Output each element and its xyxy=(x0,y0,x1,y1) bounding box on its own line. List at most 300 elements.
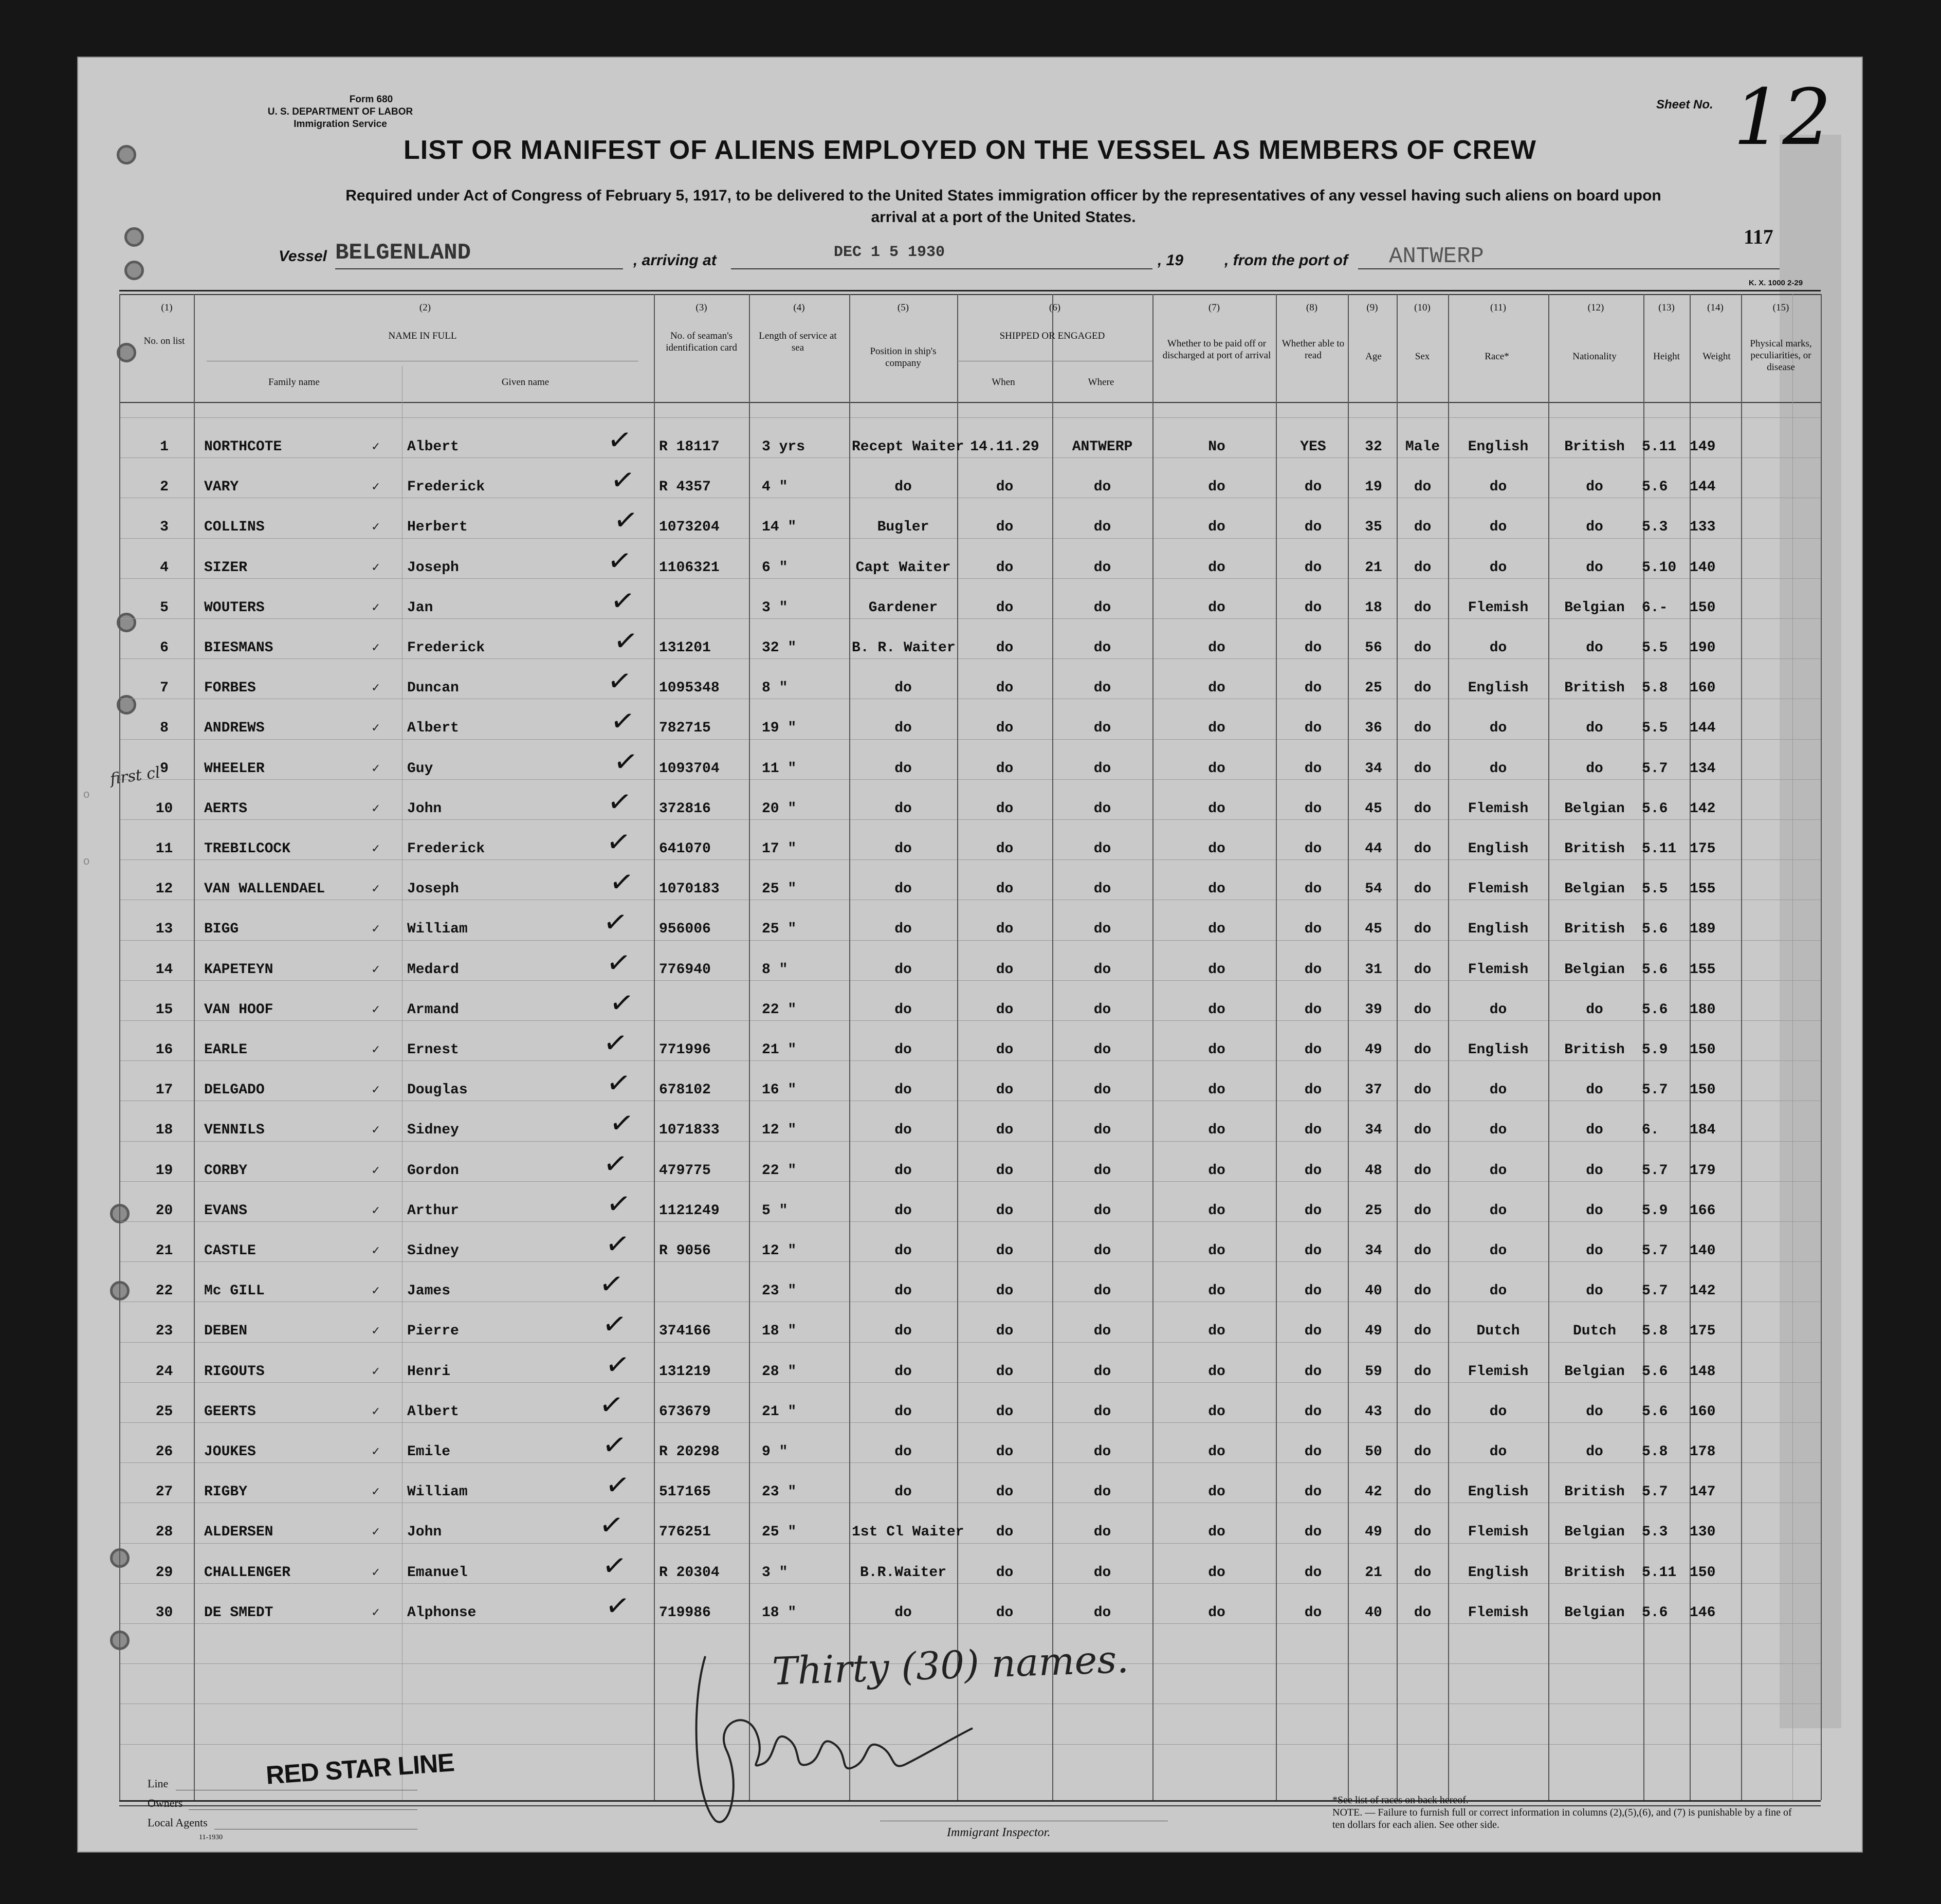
cell-when: do xyxy=(996,640,1014,656)
cell-no: 2 xyxy=(160,479,169,496)
name-check-icon: ✓ xyxy=(371,1364,381,1378)
cell-where: ANTWERP xyxy=(1072,439,1133,455)
cell-length: 17 " xyxy=(762,841,797,857)
cell-where: do xyxy=(1093,961,1111,978)
inspector-check-icon: ✓ xyxy=(605,783,634,820)
subtitle-line-2: arrival at a port of the United States. xyxy=(871,209,1136,226)
cell-family: VENNILS xyxy=(204,1122,265,1139)
form-code: K. X. 1000 2-29 xyxy=(1749,279,1803,287)
inspector-check-icon: ✓ xyxy=(608,462,637,499)
row-line xyxy=(119,618,1821,619)
binder-hole xyxy=(124,261,144,280)
cell-read: do xyxy=(1304,841,1322,857)
cell-height: 5.7 xyxy=(1642,1484,1668,1500)
cell-sex: do xyxy=(1414,680,1432,697)
cell-where: do xyxy=(1093,1604,1111,1621)
cell-age: 48 xyxy=(1365,1162,1382,1179)
cell-given: Emanuel xyxy=(407,1564,468,1581)
cell-weight: 144 xyxy=(1690,720,1716,737)
cell-position: do xyxy=(894,921,912,938)
cell-no: 6 xyxy=(160,640,169,656)
cell-family: DELGADO xyxy=(204,1082,265,1099)
cell-position: do xyxy=(894,1082,912,1099)
cell-age: 35 xyxy=(1365,519,1382,536)
cell-position: do xyxy=(894,1042,912,1058)
cell-nationality: do xyxy=(1586,720,1603,737)
column-line xyxy=(1792,294,1793,1800)
cell-length: 4 " xyxy=(762,479,788,496)
cell-nationality: do xyxy=(1586,479,1603,496)
subtitle-line-1: Required under Act of Congress of February 5, 1917, to be delivered to the United States immigration officer by the representatives of any vessel having such aliens on board upon xyxy=(345,187,1661,204)
cell-position: do xyxy=(894,1363,912,1380)
cell-age: 45 xyxy=(1365,921,1382,938)
cell-weight: 150 xyxy=(1690,599,1716,616)
cell-height: 5.11 xyxy=(1642,841,1677,857)
cell-family: EVANS xyxy=(204,1202,248,1219)
from-port-label: , from the port of xyxy=(1224,252,1348,269)
cell-race: do xyxy=(1489,1082,1507,1099)
row-line xyxy=(119,1261,1821,1262)
cell-race: do xyxy=(1489,640,1507,656)
cell-nationality: do xyxy=(1586,760,1603,777)
cell-given: Joseph xyxy=(407,881,459,898)
name-check-icon: ✓ xyxy=(371,1123,381,1137)
cell-weight: 175 xyxy=(1690,841,1716,857)
cell-family: TREBILCOCK xyxy=(204,841,291,857)
cell-read: do xyxy=(1304,1001,1322,1018)
cell-length: 3 yrs xyxy=(762,439,805,455)
cell-race: Flemish xyxy=(1468,1524,1529,1541)
column-number: (5) xyxy=(897,302,909,313)
inspector-check-icon: ✓ xyxy=(603,1467,632,1504)
cell-paid: do xyxy=(1208,640,1225,656)
cell-length: 11 " xyxy=(762,760,797,777)
table-top-rule-2 xyxy=(119,294,1821,295)
cell-race: English xyxy=(1468,1484,1529,1500)
form-number: Form 680 xyxy=(349,94,393,105)
cell-age: 40 xyxy=(1365,1604,1382,1621)
header-when: When xyxy=(992,377,1015,388)
cell-length: 32 " xyxy=(762,640,797,656)
name-check-icon: ✓ xyxy=(371,1083,381,1096)
cell-family: NORTHCOTE xyxy=(204,439,282,455)
cell-length: 22 " xyxy=(762,1162,797,1179)
inspector-check-icon: ✓ xyxy=(597,1266,626,1303)
cell-given: Herbert xyxy=(407,519,468,536)
cell-height: 5.6 xyxy=(1642,961,1668,978)
cell-id: 479775 xyxy=(659,1162,711,1179)
cell-position: Gardener xyxy=(868,599,938,616)
cell-weight: 160 xyxy=(1690,1403,1716,1420)
cell-where: do xyxy=(1093,1243,1111,1259)
cell-age: 40 xyxy=(1365,1283,1382,1299)
cell-sex: do xyxy=(1414,479,1432,496)
cell-weight: 133 xyxy=(1690,519,1716,536)
row-line xyxy=(119,859,1821,860)
cell-position: do xyxy=(894,800,912,817)
cell-family: ANDREWS xyxy=(204,720,265,737)
column-number: (11) xyxy=(1490,302,1506,313)
cell-where: do xyxy=(1093,1202,1111,1219)
cell-family: AERTS xyxy=(204,800,248,817)
inspector-signature xyxy=(685,1646,1086,1836)
cell-id: R 20298 xyxy=(659,1444,720,1460)
cell-read: YES xyxy=(1300,439,1326,455)
name-check-icon: ✓ xyxy=(371,801,381,815)
cell-read: do xyxy=(1304,760,1322,777)
cell-no: 9 xyxy=(160,760,169,777)
cell-sex: do xyxy=(1414,1243,1432,1259)
cell-paid: do xyxy=(1208,519,1225,536)
sheet-label: Sheet No. xyxy=(1656,98,1713,112)
name-check-icon: ✓ xyxy=(371,560,381,574)
cell-no: 11 xyxy=(155,841,173,857)
handwritten-total: Thirty (30) names. xyxy=(771,1637,1130,1694)
row-line xyxy=(119,1462,1821,1463)
cell-weight: 184 xyxy=(1690,1122,1716,1139)
cell-race: Flemish xyxy=(1468,961,1529,978)
cell-paid: do xyxy=(1208,881,1225,898)
cell-paid: do xyxy=(1208,760,1225,777)
cell-sex: do xyxy=(1414,1604,1432,1621)
cell-when: do xyxy=(996,841,1014,857)
cell-age: 36 xyxy=(1365,720,1382,737)
cell-given: Jan xyxy=(407,599,433,616)
header-family-name: Family name xyxy=(268,377,320,388)
cell-age: 39 xyxy=(1365,1001,1382,1018)
cell-read: do xyxy=(1304,1042,1322,1058)
cell-weight: 140 xyxy=(1690,559,1716,576)
cell-no: 14 xyxy=(155,961,173,978)
cell-weight: 146 xyxy=(1690,1604,1716,1621)
cell-no: 10 xyxy=(155,800,173,817)
cell-read: do xyxy=(1304,961,1322,978)
cell-weight: 147 xyxy=(1690,1484,1716,1500)
cell-id: 1095348 xyxy=(659,680,720,697)
cell-no: 23 xyxy=(155,1323,173,1340)
row-line xyxy=(119,779,1821,780)
cell-height: 5.7 xyxy=(1642,1162,1668,1179)
inspector-check-icon: ✓ xyxy=(604,944,633,981)
cell-where: do xyxy=(1093,720,1111,737)
cell-id: 1106321 xyxy=(659,559,720,576)
name-check-icon: ✓ xyxy=(371,480,381,493)
cell-where: do xyxy=(1093,1403,1111,1420)
cell-height: 5.11 xyxy=(1642,1564,1677,1581)
name-check-icon: ✓ xyxy=(371,962,381,976)
cell-length: 16 " xyxy=(762,1082,797,1099)
cell-where: do xyxy=(1093,881,1111,898)
row-line xyxy=(119,940,1821,941)
cell-when: do xyxy=(996,881,1014,898)
cell-height: 5.8 xyxy=(1642,1444,1668,1460)
cell-nationality: do xyxy=(1586,1243,1603,1259)
cell-no: 16 xyxy=(155,1042,173,1058)
vessel-label: Vessel xyxy=(279,248,327,265)
cell-no: 15 xyxy=(155,1001,173,1018)
cell-no: 28 xyxy=(155,1524,173,1541)
cell-height: 5.9 xyxy=(1642,1202,1668,1219)
cell-read: do xyxy=(1304,1122,1322,1139)
cell-given: Sidney xyxy=(407,1122,459,1139)
header-given-name: Given name xyxy=(501,377,550,388)
cell-id: 1071833 xyxy=(659,1122,720,1139)
cell-height: 5.7 xyxy=(1642,1082,1668,1099)
cell-weight: 180 xyxy=(1690,1001,1716,1018)
cell-given: Henri xyxy=(407,1363,451,1380)
cell-sex: do xyxy=(1414,599,1432,616)
cell-height: 5.6 xyxy=(1642,1403,1668,1420)
cell-age: 44 xyxy=(1365,841,1382,857)
inspector-check-icon: ✓ xyxy=(600,1427,629,1463)
row-line xyxy=(119,1382,1821,1383)
column-line xyxy=(1276,294,1277,1800)
inspector-check-icon: ✓ xyxy=(604,824,633,861)
port-underline xyxy=(1358,268,1780,269)
cell-sex: do xyxy=(1414,841,1432,857)
cell-given: Emile xyxy=(407,1444,451,1460)
cell-race: English xyxy=(1468,921,1529,938)
cell-read: do xyxy=(1304,680,1322,697)
inspector-check-icon: ✓ xyxy=(603,1587,632,1624)
cell-when: do xyxy=(996,1243,1014,1259)
cell-nationality: Belgian xyxy=(1564,961,1625,978)
cell-paid: do xyxy=(1208,1524,1225,1541)
cell-where: do xyxy=(1093,1001,1111,1018)
cell-sex: do xyxy=(1414,1042,1432,1058)
cell-read: do xyxy=(1304,1564,1322,1581)
cell-no: 13 xyxy=(155,921,173,938)
cell-family: KAPETEYN xyxy=(204,961,273,978)
cell-where: do xyxy=(1093,1082,1111,1099)
cell-paid: do xyxy=(1208,841,1225,857)
header-where: Where xyxy=(1088,377,1114,388)
cell-family: JOUKES xyxy=(204,1444,256,1460)
cell-nationality: Belgian xyxy=(1564,881,1625,898)
cell-id: 771996 xyxy=(659,1042,711,1058)
cell-height: 5.5 xyxy=(1642,720,1668,737)
cell-when: do xyxy=(996,800,1014,817)
cell-paid: do xyxy=(1208,1403,1225,1420)
cell-given: Albert xyxy=(407,720,459,737)
cell-race: Flemish xyxy=(1468,881,1529,898)
form-header xyxy=(237,94,443,131)
inspector-check-icon: ✓ xyxy=(601,904,630,941)
cell-position: do xyxy=(894,1202,912,1219)
cell-race: Flemish xyxy=(1468,800,1529,817)
cell-race: do xyxy=(1489,1001,1507,1018)
cell-family: CORBY xyxy=(204,1162,248,1179)
cell-when: do xyxy=(996,720,1014,737)
cell-age: 49 xyxy=(1365,1323,1382,1340)
header-length-service: Length of service at sea xyxy=(759,331,837,353)
cell-race: Flemish xyxy=(1468,599,1529,616)
cell-no: 26 xyxy=(155,1444,173,1460)
table-header-rule xyxy=(119,402,1821,403)
cell-read: do xyxy=(1304,1524,1322,1541)
cell-age: 50 xyxy=(1365,1444,1382,1460)
cell-given: Alphonse xyxy=(407,1604,477,1621)
cell-when: 14.11.29 xyxy=(970,439,1039,455)
cell-paid: do xyxy=(1208,1323,1225,1340)
cell-sex: do xyxy=(1414,800,1432,817)
cell-position: do xyxy=(894,720,912,737)
row-line xyxy=(119,457,1821,458)
cell-nationality: Belgian xyxy=(1564,1524,1625,1541)
cell-paid: do xyxy=(1208,1484,1225,1500)
cell-age: 21 xyxy=(1365,559,1382,576)
cell-race: do xyxy=(1489,720,1507,737)
cell-height: 5.5 xyxy=(1642,640,1668,656)
inspector-check-icon: ✓ xyxy=(605,663,634,700)
margin-note: first cl xyxy=(109,763,161,789)
penalty-note: NOTE. — Failure to furnish full or correct information in columns (2),(5),(6), and (7) is punishable by a fine of ten dollars for each alien. See other side. xyxy=(1332,1807,1792,1830)
cell-sex: do xyxy=(1414,519,1432,536)
inspector-check-icon: ✓ xyxy=(605,422,634,459)
cell-family: BIGG xyxy=(204,921,239,938)
name-check-icon: ✓ xyxy=(371,1203,381,1217)
inspector-check-icon: ✓ xyxy=(604,1065,633,1102)
name-check-icon: ✓ xyxy=(371,681,381,694)
cell-where: do xyxy=(1093,680,1111,697)
cell-nationality: British xyxy=(1564,1042,1625,1058)
cell-position: 1st Cl Waiter xyxy=(852,1524,964,1541)
row-line xyxy=(119,1422,1821,1423)
cell-sex: do xyxy=(1414,1001,1432,1018)
cell-where: do xyxy=(1093,640,1111,656)
cell-read: do xyxy=(1304,640,1322,656)
page-number: 117 xyxy=(1744,225,1773,248)
manifest-sheet xyxy=(77,57,1863,1853)
cell-position: do xyxy=(894,1484,912,1500)
cell-when: do xyxy=(996,1323,1014,1340)
column-line xyxy=(1397,294,1398,1800)
cell-nationality: Belgian xyxy=(1564,800,1625,817)
cell-weight: 144 xyxy=(1690,479,1716,496)
cell-read: do xyxy=(1304,1162,1322,1179)
cell-family: CHALLENGER xyxy=(204,1564,291,1581)
cell-height: 5.6 xyxy=(1642,1604,1668,1621)
service-name: Immigration Service xyxy=(294,119,387,130)
cell-family: DE SMEDT xyxy=(204,1604,273,1621)
inspector-label: Immigrant Inspector. xyxy=(947,1826,1051,1839)
cell-paid: do xyxy=(1208,961,1225,978)
cell-read: do xyxy=(1304,1363,1322,1380)
cell-height: 5.6 xyxy=(1642,921,1668,938)
cell-nationality: do xyxy=(1586,1444,1603,1460)
name-check-icon: ✓ xyxy=(371,1324,381,1338)
cell-height: 5.9 xyxy=(1642,1042,1668,1058)
cell-age: 45 xyxy=(1365,800,1382,817)
cell-weight: 175 xyxy=(1690,1323,1716,1340)
name-check-icon: ✓ xyxy=(371,1244,381,1257)
cell-when: do xyxy=(996,680,1014,697)
inspector-check-icon: ✓ xyxy=(607,984,636,1021)
row-line xyxy=(119,578,1821,579)
column-line xyxy=(849,294,850,1800)
cell-when: do xyxy=(996,1444,1014,1460)
cell-given: Joseph xyxy=(407,559,459,576)
header-shipped: SHIPPED OR ENGAGED xyxy=(999,331,1105,341)
inspector-check-icon: ✓ xyxy=(603,1226,632,1262)
cell-id: 131201 xyxy=(659,640,711,656)
cell-no: 21 xyxy=(155,1243,173,1259)
cell-family: GEERTS xyxy=(204,1403,256,1420)
cell-height: 5.3 xyxy=(1642,519,1668,536)
cell-family: WHEELER xyxy=(204,760,265,777)
cell-race: do xyxy=(1489,1283,1507,1299)
cell-position: do xyxy=(894,1243,912,1259)
cell-height: 5.3 xyxy=(1642,1524,1668,1541)
cell-nationality: Belgian xyxy=(1564,1604,1625,1621)
cell-weight: 150 xyxy=(1690,1082,1716,1099)
name-check-icon: ✓ xyxy=(371,1525,381,1539)
cell-sex: do xyxy=(1414,1524,1432,1541)
cell-paid: do xyxy=(1208,1243,1225,1259)
sheet-edge xyxy=(1780,135,1841,1728)
row-line xyxy=(119,1583,1821,1584)
cell-race: English xyxy=(1468,841,1529,857)
cell-paid: do xyxy=(1208,599,1225,616)
cell-family: VAN HOOF xyxy=(204,1001,273,1018)
cell-position: do xyxy=(894,1122,912,1139)
cell-nationality: do xyxy=(1586,1162,1603,1179)
name-check-icon: ✓ xyxy=(371,1445,381,1458)
cell-where: do xyxy=(1093,1042,1111,1058)
cell-race: Flemish xyxy=(1468,1363,1529,1380)
cell-length: 22 " xyxy=(762,1001,797,1018)
cell-position: do xyxy=(894,479,912,496)
cell-read: do xyxy=(1304,1444,1322,1460)
cell-age: 42 xyxy=(1365,1484,1382,1500)
cell-nationality: do xyxy=(1586,559,1603,576)
inspector-check-icon: ✓ xyxy=(597,1386,626,1423)
cell-length: 23 " xyxy=(762,1484,797,1500)
cell-age: 21 xyxy=(1365,1564,1382,1581)
cell-nationality: do xyxy=(1586,1403,1603,1420)
local-agents-label: Local Agents xyxy=(148,1816,208,1829)
cell-nationality: do xyxy=(1586,1202,1603,1219)
cell-paid: No xyxy=(1208,439,1225,455)
cell-id: 374166 xyxy=(659,1323,711,1340)
cell-sex: do xyxy=(1414,1162,1432,1179)
page-title: LIST OR MANIFEST OF ALIENS EMPLOYED ON THE VESSEL AS MEMBERS OF CREW xyxy=(404,135,1536,165)
cell-id: 1073204 xyxy=(659,519,720,536)
inspector-check-icon: ✓ xyxy=(600,1547,629,1584)
cell-no: 22 xyxy=(155,1283,173,1299)
cell-age: 32 xyxy=(1365,439,1382,455)
cell-length: 9 " xyxy=(762,1444,788,1460)
cell-no: 17 xyxy=(155,1082,173,1099)
cell-height: 5.8 xyxy=(1642,680,1668,697)
arrival-underline xyxy=(731,268,1152,269)
cell-position: do xyxy=(894,1403,912,1420)
cell-where: do xyxy=(1093,1122,1111,1139)
cell-sex: Male xyxy=(1405,439,1440,455)
cell-race: English xyxy=(1468,1042,1529,1058)
cell-weight: 149 xyxy=(1690,439,1716,455)
cell-age: 25 xyxy=(1365,1202,1382,1219)
cell-where: do xyxy=(1093,1564,1111,1581)
inspector-check-icon: ✓ xyxy=(611,623,640,660)
year-label: , 19 xyxy=(1158,252,1184,269)
name-check-icon: ✓ xyxy=(371,1163,381,1177)
cell-height: 5.10 xyxy=(1642,559,1677,576)
header-name-in-full: NAME IN FULL xyxy=(388,331,457,341)
name-check-icon: ✓ xyxy=(371,641,381,654)
cell-no: 18 xyxy=(155,1122,173,1139)
cell-family: VAN WALLENDAEL xyxy=(204,881,325,898)
